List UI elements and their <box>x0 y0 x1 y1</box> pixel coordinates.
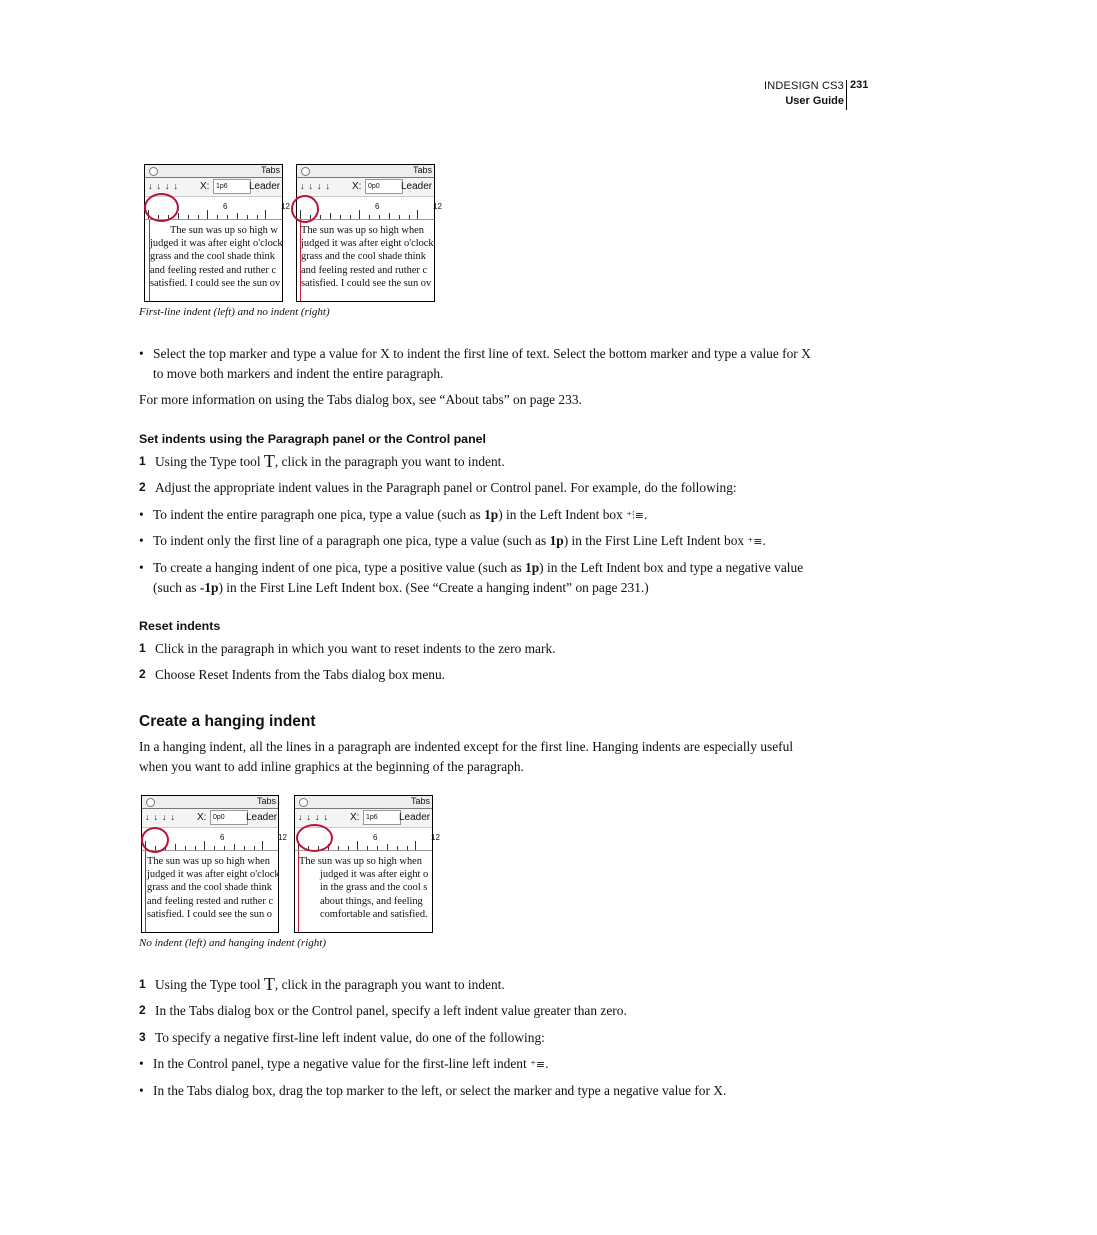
list-item: • In the Control panel, type a negative value for the first-line left indent ⁺≡. <box>139 1056 549 1071</box>
type-tool-icon: T <box>263 974 275 994</box>
panel-titlebar <box>297 165 434 178</box>
tab-controls <box>142 809 278 828</box>
guide-name: User Guide <box>785 95 844 107</box>
left-indent-icon: ⁺⫶≡ <box>626 509 644 522</box>
step: 1 Using the Type tool T, click in the paragraph you want to indent. <box>139 974 505 994</box>
tab-alignment-icons: ↓↓↓↓ <box>300 181 334 191</box>
close-icon <box>299 798 308 807</box>
list-item: • Select the top marker and type a value for X to indent the first line of text. Select the bottom marker and type a value for X to move both markers and indent the entire paragraph. <box>139 346 811 381</box>
figure-caption: No indent (left) and hanging indent (right) <box>139 937 326 949</box>
list-item: • To create a hanging indent of one pica, type a positive value (such as 1p) in the Left Indent box and type a negative value (such as -1p) in the First Line Left Indent box. (See “Create a hanging indent” on page 231.) <box>139 560 804 595</box>
step: 1 Click in the paragraph in which you want to reset indents to the zero mark. <box>139 641 556 656</box>
tabs-panel-no-indent <box>141 795 287 933</box>
product-name: INDESIGN CS3 <box>763 80 844 92</box>
tab-alignment-icons: ↓↓↓↓ <box>148 181 182 191</box>
tabs-panel-first-line-indent <box>144 164 290 302</box>
tab-alignment-icons: ↓↓↓↓ <box>298 812 332 822</box>
panel-title: Tabs <box>256 796 276 806</box>
ruler-label: 6 <box>220 833 225 842</box>
first-line-indent-icon: ⁺≡ <box>747 535 763 548</box>
tabs-panel-no-indent <box>296 164 442 302</box>
ruler-label: 12 <box>278 833 287 842</box>
tabs-panel-hanging-indent <box>294 795 440 933</box>
panel-titlebar <box>295 796 432 809</box>
type-tool-icon: T <box>263 451 275 471</box>
x-label: X: <box>197 812 207 823</box>
panel-titlebar <box>142 796 278 809</box>
ruler-label: 12 <box>281 202 290 211</box>
panel-title: Tabs <box>260 165 280 175</box>
header-divider <box>846 80 847 110</box>
highlight-circle <box>296 824 333 852</box>
first-line-indent-icon: ⁺≡ <box>530 1058 546 1071</box>
list-item: • In the Tabs dialog box, drag the top marker to the left, or select the marker and type a negative value for X. <box>139 1083 727 1098</box>
section-title: Create a hanging indent <box>139 713 316 730</box>
step: 2 In the Tabs dialog box or the Control panel, specify a left indent value greater than zero. <box>139 1003 627 1018</box>
step: 1 Using the Type tool T, click in the paragraph you want to indent. <box>139 451 505 471</box>
sample-text: The sun was up so high when judged it was after eight o in the grass and the cool s about things, and feeling comfortable and satisfied. <box>299 856 429 920</box>
x-field: 1p6 <box>213 179 251 194</box>
section-heading: Reset indents <box>139 619 221 633</box>
paragraph: In a hanging indent, all the lines in a paragraph are indented except for the first line. Hanging indents are especially useful when you want to add inline graphics at the beginning of the paragraph. <box>139 739 794 774</box>
list-item: • To indent only the first line of a paragraph one pica, type a value (such as 1p) in the First Line Left Indent box ⁺≡. <box>139 533 766 548</box>
x-label: X: <box>352 181 362 192</box>
leader-label: Leader <box>246 812 278 823</box>
x-label: X: <box>200 181 210 192</box>
ruler-label: 12 <box>431 833 440 842</box>
paragraph: For more information on using the Tabs dialog box, see “About tabs” on page 233. <box>139 392 582 407</box>
panel-titlebar <box>145 165 282 178</box>
sample-text: The sun was up so high w judged it was after eight o'clock grass and the cool shade think and feeling rested and ruther c satisfied. I could see the sun ov <box>150 225 283 289</box>
page-number: 231 <box>850 79 869 91</box>
figure-caption: First-line indent (left) and no indent (right) <box>139 306 330 318</box>
leader-label: Leader <box>401 181 433 192</box>
ruler-label: 12 <box>433 202 442 211</box>
step: 2 Adjust the appropriate indent values in the Paragraph panel or Control panel. For example, do the following: <box>139 480 737 495</box>
highlight-circle <box>291 195 319 223</box>
highlight-circle <box>141 827 169 853</box>
panel-title: Tabs <box>410 796 430 806</box>
leader-label: Leader <box>399 812 431 823</box>
sample-text: The sun was up so high when judged it was after eight o'clock grass and the cool shade think and feeling rested and ruther c satisfied. I could see the sun o <box>147 856 280 920</box>
panel-title: Tabs <box>412 165 432 175</box>
sample-text: The sun was up so high when judged it was after eight o'clock grass and the cool shade think and feeling rested and ruther c satisfied. I could see the sun ov <box>301 225 434 289</box>
x-field: 1p6 <box>363 810 401 825</box>
step: 2 Choose Reset Indents from the Tabs dialog box menu. <box>139 667 446 682</box>
section-heading: Set indents using the Paragraph panel or the Control panel <box>139 432 486 446</box>
step: 3 To specify a negative first-line left indent value, do one of the following: <box>139 1030 545 1045</box>
ruler-label: 6 <box>223 202 228 211</box>
x-field: 0p0 <box>365 179 403 194</box>
x-label: X: <box>350 812 360 823</box>
highlight-circle <box>144 193 179 222</box>
close-icon <box>149 167 158 176</box>
x-field: 0p0 <box>210 810 248 825</box>
close-icon <box>301 167 310 176</box>
tab-controls <box>297 178 434 197</box>
list-item: • To indent the entire paragraph one pica, type a value (such as 1p) in the Left Indent box ⁺⫶≡. <box>139 507 648 522</box>
leader-label: Leader <box>249 181 281 192</box>
running-header <box>764 79 844 109</box>
ruler-label: 6 <box>375 202 380 211</box>
ruler-label: 6 <box>373 833 378 842</box>
tab-alignment-icons: ↓↓↓↓ <box>145 812 179 822</box>
close-icon <box>146 798 155 807</box>
